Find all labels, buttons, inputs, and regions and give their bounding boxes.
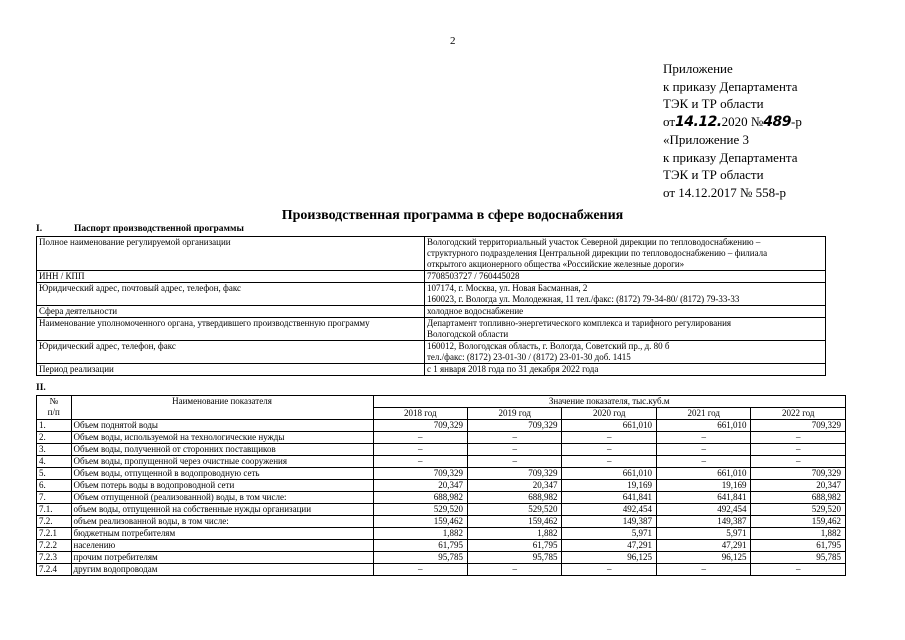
indicator-value: 492,454 — [656, 504, 750, 516]
program-row — [37, 468, 846, 480]
passport-key: Наименование уполномоченного органа, утвердившего производственную программу — [37, 318, 425, 341]
order-line — [663, 113, 802, 132]
indicator-value: 661,010 — [562, 420, 656, 432]
indicator-value: 20,347 — [751, 480, 846, 492]
indicator-value: 641,841 — [562, 492, 656, 504]
year-header: 2019 год — [468, 408, 562, 420]
appendix-quote-line: ТЭК и ТР области — [663, 167, 764, 182]
program-row — [37, 564, 846, 576]
indicator-value: 159,462 — [373, 516, 467, 528]
row-number: 7.2.2 — [37, 540, 72, 552]
passport-value-line: холодное водоснабжение — [427, 306, 524, 316]
order-number-handwritten: 489 — [763, 113, 792, 130]
indicator-value: 1,882 — [751, 528, 846, 540]
indicator-name: объем реализованной воды, в том числе: — [71, 516, 373, 528]
indicator-value: – — [373, 456, 467, 468]
order-day-handwritten: 14. — [675, 113, 699, 130]
program-row — [37, 504, 846, 516]
program-row — [37, 516, 846, 528]
passport-value-line: Вологодской области — [427, 329, 509, 339]
col-values-header: Значение показателя, тыс.куб.м — [373, 396, 845, 408]
passport-value — [425, 271, 826, 283]
year-header: 2021 год — [656, 408, 750, 420]
indicator-name: Объем воды, отпущенной в водопроводную сеть — [71, 468, 373, 480]
indicator-value: 492,454 — [562, 504, 656, 516]
passport-key: Сфера деятельности — [37, 306, 425, 318]
indicator-value: 61,795 — [373, 540, 467, 552]
indicator-value: – — [468, 564, 562, 576]
indicator-value: 529,520 — [468, 504, 562, 516]
passport-value — [425, 283, 826, 306]
col-no-label: № — [49, 396, 59, 406]
indicator-value: – — [562, 564, 656, 576]
page-number: 2 — [450, 35, 456, 47]
passport-value — [425, 318, 826, 341]
indicator-value: – — [751, 456, 846, 468]
indicator-value: – — [751, 432, 846, 444]
indicator-value: 1,882 — [468, 528, 562, 540]
indicator-value: 96,125 — [656, 552, 750, 564]
row-number: 7.2.4 — [37, 564, 72, 576]
indicator-value: – — [373, 444, 467, 456]
indicator-value: 96,125 — [562, 552, 656, 564]
col-no-label-2: п/п — [47, 407, 60, 417]
appendix-quote-line: к приказу Департамента — [663, 149, 798, 165]
passport-value — [425, 341, 826, 364]
section-1-title: Паспорт производственной программы — [74, 224, 244, 234]
passport-row — [37, 306, 826, 318]
indicator-value: 709,329 — [751, 468, 846, 480]
passport-key: Период реализации — [37, 364, 425, 376]
indicator-value: 149,387 — [562, 516, 656, 528]
indicator-value: 5,971 — [656, 528, 750, 540]
program-row — [37, 456, 846, 468]
passport-row — [37, 318, 826, 341]
passport-table — [36, 236, 826, 376]
passport-value-line: 160012, Вологодская область, г. Вологда, Советский пр., д. 80 б — [427, 341, 670, 351]
program-body — [37, 420, 846, 576]
document-title: Производственная программа в сфере водоснабжения — [281, 208, 624, 223]
passport-key: Юридический адрес, почтовый адрес, телефон, факс — [37, 283, 425, 306]
appendix-line: ТЭК и ТР области — [663, 96, 764, 111]
passport-value — [425, 306, 826, 318]
row-number: 4. — [37, 456, 72, 468]
order-year: 2020 № — [721, 113, 764, 129]
passport-value-line: 7708503727 / 760445028 — [427, 271, 520, 281]
indicator-value: 709,329 — [751, 420, 846, 432]
passport-value-line: 160023, г. Вологда ул. Молодежная, 11 тел./факс: (8172) 79-34-80/ (8172) 79-33-33 — [427, 294, 740, 304]
indicator-value: – — [468, 444, 562, 456]
passport-key: ИНН / КПП — [37, 271, 425, 283]
passport-row — [37, 341, 826, 364]
indicator-value: 61,795 — [468, 540, 562, 552]
program-row — [37, 420, 846, 432]
row-number: 7.1. — [37, 504, 72, 516]
program-row — [37, 540, 846, 552]
appendix-line: Приложение — [663, 61, 733, 76]
indicator-value: – — [373, 432, 467, 444]
indicator-value: 1,882 — [373, 528, 467, 540]
indicator-value: 149,387 — [656, 516, 750, 528]
passport-key: Полное наименование регулируемой организации — [37, 237, 425, 271]
row-number: 7.2. — [37, 516, 72, 528]
year-header: 2020 год — [562, 408, 656, 420]
indicator-value: – — [656, 456, 750, 468]
indicator-value: 19,169 — [562, 480, 656, 492]
order-suffix: -р — [791, 113, 802, 129]
indicator-value: 95,785 — [373, 552, 467, 564]
indicator-value: 20,347 — [373, 480, 467, 492]
passport-value — [425, 237, 826, 271]
indicator-name: Объем отпущенной (реализованной) воды, в том числе: — [71, 492, 373, 504]
program-row — [37, 480, 846, 492]
indicator-value: 709,329 — [373, 420, 467, 432]
indicator-value: 661,010 — [656, 420, 750, 432]
appendix-quote-line: «Приложение 3 — [663, 132, 750, 147]
indicator-value: 709,329 — [468, 468, 562, 480]
passport-value — [425, 364, 826, 376]
row-number: 6. — [37, 480, 72, 492]
indicator-value: 641,841 — [656, 492, 750, 504]
indicator-value: 159,462 — [468, 516, 562, 528]
indicator-value: 47,291 — [656, 540, 750, 552]
row-number: 7.2.1 — [37, 528, 72, 540]
passport-row — [37, 364, 826, 376]
row-number: 5. — [37, 468, 72, 480]
indicator-name: бюджетным потребителям — [71, 528, 373, 540]
row-number: 7.2.3 — [37, 552, 72, 564]
indicator-value: – — [656, 564, 750, 576]
indicator-value: – — [468, 456, 562, 468]
program-row — [37, 444, 846, 456]
passport-row — [37, 271, 826, 283]
indicator-name: прочим потребителям — [71, 552, 373, 564]
order-month-handwritten: 12. — [698, 113, 722, 130]
indicator-value: 47,291 — [562, 540, 656, 552]
indicator-value: 159,462 — [751, 516, 846, 528]
appendix-line: к приказу Департамента — [663, 78, 798, 94]
program-row — [37, 492, 846, 504]
indicator-value: – — [373, 564, 467, 576]
passport-value-line: 107174, г. Москва, ул. Новая Басманная, 2 — [427, 283, 588, 293]
indicator-name: объем воды, отпущенной на собственные нужды организации — [71, 504, 373, 516]
indicator-name: Объем воды, полученной от сторонних поставщиков — [71, 444, 373, 456]
passport-body — [37, 237, 826, 376]
indicator-name: населению — [71, 540, 373, 552]
year-header: 2022 год — [751, 408, 846, 420]
col-name-header: Наименование показателя — [71, 396, 373, 420]
row-number: 2. — [37, 432, 72, 444]
appendix-quote-line: от 14.12.2017 № 558-р — [663, 184, 786, 200]
indicator-value: 5,971 — [562, 528, 656, 540]
section-2-heading — [36, 383, 46, 393]
passport-value-line: Вологодский территориальный участок Северной дирекции по тепловодоснабжению – — [427, 237, 761, 247]
passport-row — [37, 237, 826, 271]
production-program-table — [36, 395, 846, 576]
passport-value-line: Департамент топливно-энергетического комплекса и тарифного регулирования — [427, 318, 732, 328]
indicator-value: 688,982 — [373, 492, 467, 504]
passport-key: Юридический адрес, телефон, факс — [37, 341, 425, 364]
indicator-value: – — [751, 444, 846, 456]
program-row — [37, 432, 846, 444]
program-row — [37, 552, 846, 564]
indicator-value: 529,520 — [373, 504, 467, 516]
indicator-value: 661,010 — [656, 468, 750, 480]
indicator-value: 688,982 — [751, 492, 846, 504]
indicator-value: – — [562, 444, 656, 456]
indicator-name: Объем воды, пропущенной через очистные сооружения — [71, 456, 373, 468]
indicator-value: 20,347 — [468, 480, 562, 492]
indicator-value: – — [562, 456, 656, 468]
indicator-value: 61,795 — [751, 540, 846, 552]
indicator-value: – — [468, 432, 562, 444]
indicator-name: Объем потерь воды в водопроводной сети — [71, 480, 373, 492]
passport-value-line: открытого акционерного общества «Российские железные дороги» — [427, 259, 685, 269]
col-no-header — [37, 396, 72, 420]
section-2-number: II. — [36, 383, 46, 393]
indicator-value: – — [562, 432, 656, 444]
indicator-name: другим водопроводам — [71, 564, 373, 576]
indicator-value: 688,982 — [468, 492, 562, 504]
section-1-number: I. — [36, 224, 43, 234]
order-prefix: от — [663, 113, 676, 129]
program-row — [37, 528, 846, 540]
passport-value-line: с 1 января 2018 года по 31 декабря 2022 года — [427, 364, 599, 374]
indicator-value: 661,010 — [562, 468, 656, 480]
indicator-value: – — [656, 432, 750, 444]
row-number: 1. — [37, 420, 72, 432]
row-number: 3. — [37, 444, 72, 456]
indicator-value: 709,329 — [373, 468, 467, 480]
row-number: 7. — [37, 492, 72, 504]
section-1-heading — [36, 224, 244, 234]
indicator-value: 95,785 — [751, 552, 846, 564]
passport-value-line: структурного подразделения Центральной дирекции по тепловодоснабжению – филиала — [427, 248, 768, 258]
year-header: 2018 год — [373, 408, 467, 420]
indicator-value: – — [656, 444, 750, 456]
appendix-block — [663, 60, 802, 201]
passport-row — [37, 283, 826, 306]
indicator-value: – — [751, 564, 846, 576]
indicator-name: Объем воды, используемой на технологические нужды — [71, 432, 373, 444]
indicator-value: 95,785 — [468, 552, 562, 564]
indicator-name: Объем поднятой воды — [71, 420, 373, 432]
indicator-value: 709,329 — [468, 420, 562, 432]
indicator-value: 19,169 — [656, 480, 750, 492]
passport-value-line: тел./факс: (8172) 23-01-30 / (8172) 23-01-30 доб. 1415 — [427, 352, 631, 362]
indicator-value: 529,520 — [751, 504, 846, 516]
